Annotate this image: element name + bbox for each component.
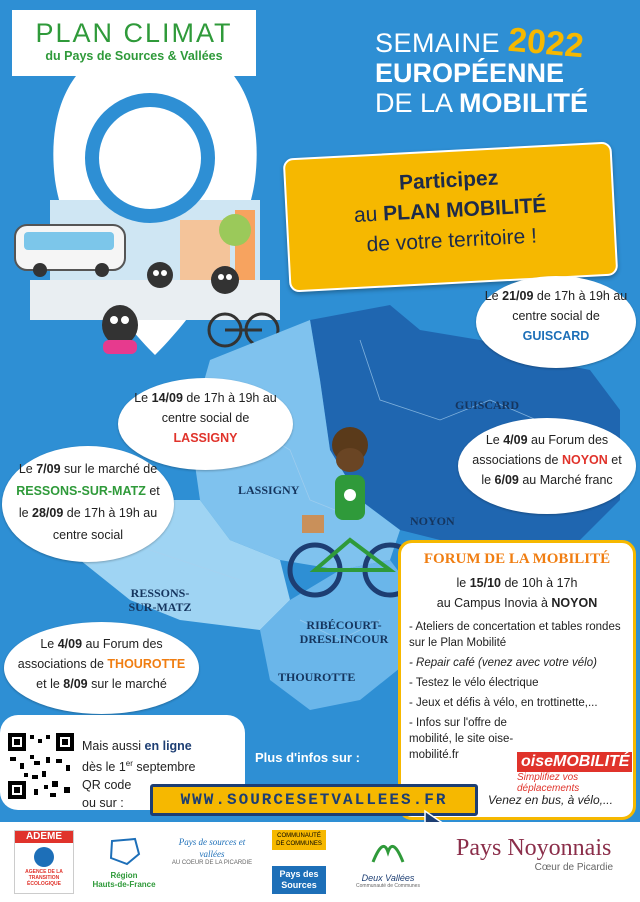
- forum-date: le 15/10 de 10h à 17h: [456, 576, 578, 590]
- bubble-ressons: Le 7/09 sur le marché de RESSONS-SUR-MATZ et le 28/09 de 17h à 19h au centre social: [2, 446, 174, 562]
- pays-noyonnais-logo: Pays Noyonnais Cœur de Picardie: [456, 834, 631, 873]
- plan-climat-logo: [12, 10, 256, 76]
- oise-mobilite-logo: [517, 752, 632, 794]
- bubble-thourotte: Le 4/09 au Forum des associations de THOUROTTE et le 8/09 sur le marché: [4, 622, 199, 714]
- logo-title: PLAN CLIMAT: [35, 18, 233, 48]
- callout-line-1: Participez: [398, 166, 499, 195]
- title-line-2: EUROPÉENNE: [375, 58, 565, 88]
- callout-line-2: au PLAN MOBILITÉ: [353, 193, 547, 228]
- oise-tagline: Venez en bus, à vélo,...: [488, 793, 613, 807]
- oise-slogan: Simplifiez vos déplacements: [517, 772, 580, 794]
- callout-line-3: de votre territoire !: [366, 224, 538, 257]
- qr-code-icon[interactable]: [6, 731, 76, 801]
- region-map-icon: [107, 836, 141, 866]
- year-label: 2022: [506, 20, 586, 66]
- map-label-noyon: NOYON: [410, 514, 455, 528]
- more-info-label: Plus d'infos sur :: [255, 750, 360, 765]
- map-label-guiscard: GUISCARD: [455, 398, 520, 412]
- forum-item: - Testez le vélo électrique: [409, 677, 539, 689]
- forum-item: - Ateliers de concertation et tables rondes sur le Plan Mobilité: [409, 621, 621, 649]
- logo-subtitle: du Pays de Sources & Vallées: [45, 49, 223, 63]
- map-label-thourotte: THOUROTTE: [278, 670, 356, 684]
- deux-vallees-icon: [368, 832, 408, 868]
- forum-item: - Infos sur l'offre de mobilité, le site oise-mobilité.fr: [409, 717, 514, 761]
- forum-title: FORUM DE LA MOBILITÉ: [423, 551, 611, 567]
- bubble-noyon: Le 4/09 au Forum des associations de NOYON et le 6/09 au Marché franc: [458, 418, 636, 514]
- oise-logo-text: oiseMOBILITÉ: [517, 752, 632, 772]
- cc-pays-des-sources-logo: COMMUNAUTÉ DE COMMUNES Pays des Sources: [272, 830, 326, 896]
- event-title: [375, 28, 630, 118]
- participate-callout: [283, 141, 619, 292]
- forum-place: au Campus Inovia à NOYON: [436, 596, 598, 610]
- globe-icon: [34, 847, 54, 867]
- forum-items: [409, 619, 625, 763]
- deux-vallees-logo: Deux Vallées Communauté de Communes: [348, 832, 428, 889]
- bubble-guiscard: Le 21/09 de 17h à 19h au centre social de GUISCARD: [476, 276, 636, 368]
- title-line-3: DE LA MOBILITÉ: [375, 88, 589, 118]
- map-label-ribecourt: RIBÉCOURT-DRESLINCOUR: [299, 618, 389, 646]
- noyonnais-name: Pays Noyonnais: [456, 835, 612, 861]
- title-line-1: SEMAINE: [375, 28, 501, 58]
- website-link[interactable]: WWW.SOURCESETVALLEES.FR: [150, 784, 478, 816]
- online-info-text: Mais aussi en ligne dès le 1er septembre QR code ou sur :: [82, 739, 196, 811]
- bus-icon: [10, 220, 130, 280]
- pays-sources-vallees-logo: Pays de sources et vallées AU COEUR DE LA PICARDIE: [171, 837, 253, 866]
- forum-item: - Jeux et défis à vélo, en trottinette,...: [409, 697, 598, 709]
- bubble-lassigny: Le 14/09 de 17h à 19h au centre social de LASSIGNY: [118, 378, 293, 470]
- partner-logos-footer: [0, 822, 640, 902]
- map-label-lassigny: LASSIGNY: [238, 483, 300, 497]
- forum-item: - Repair café (venez avec votre vélo): [409, 657, 597, 669]
- region-logo: Région Hauts-de-France: [92, 836, 156, 889]
- map-label-ressons: RESSONS-SUR-MATZ: [128, 586, 192, 614]
- ademe-logo: ADEME AGENCE DE LA TRANSITION ÉCOLOGIQUE: [14, 830, 74, 894]
